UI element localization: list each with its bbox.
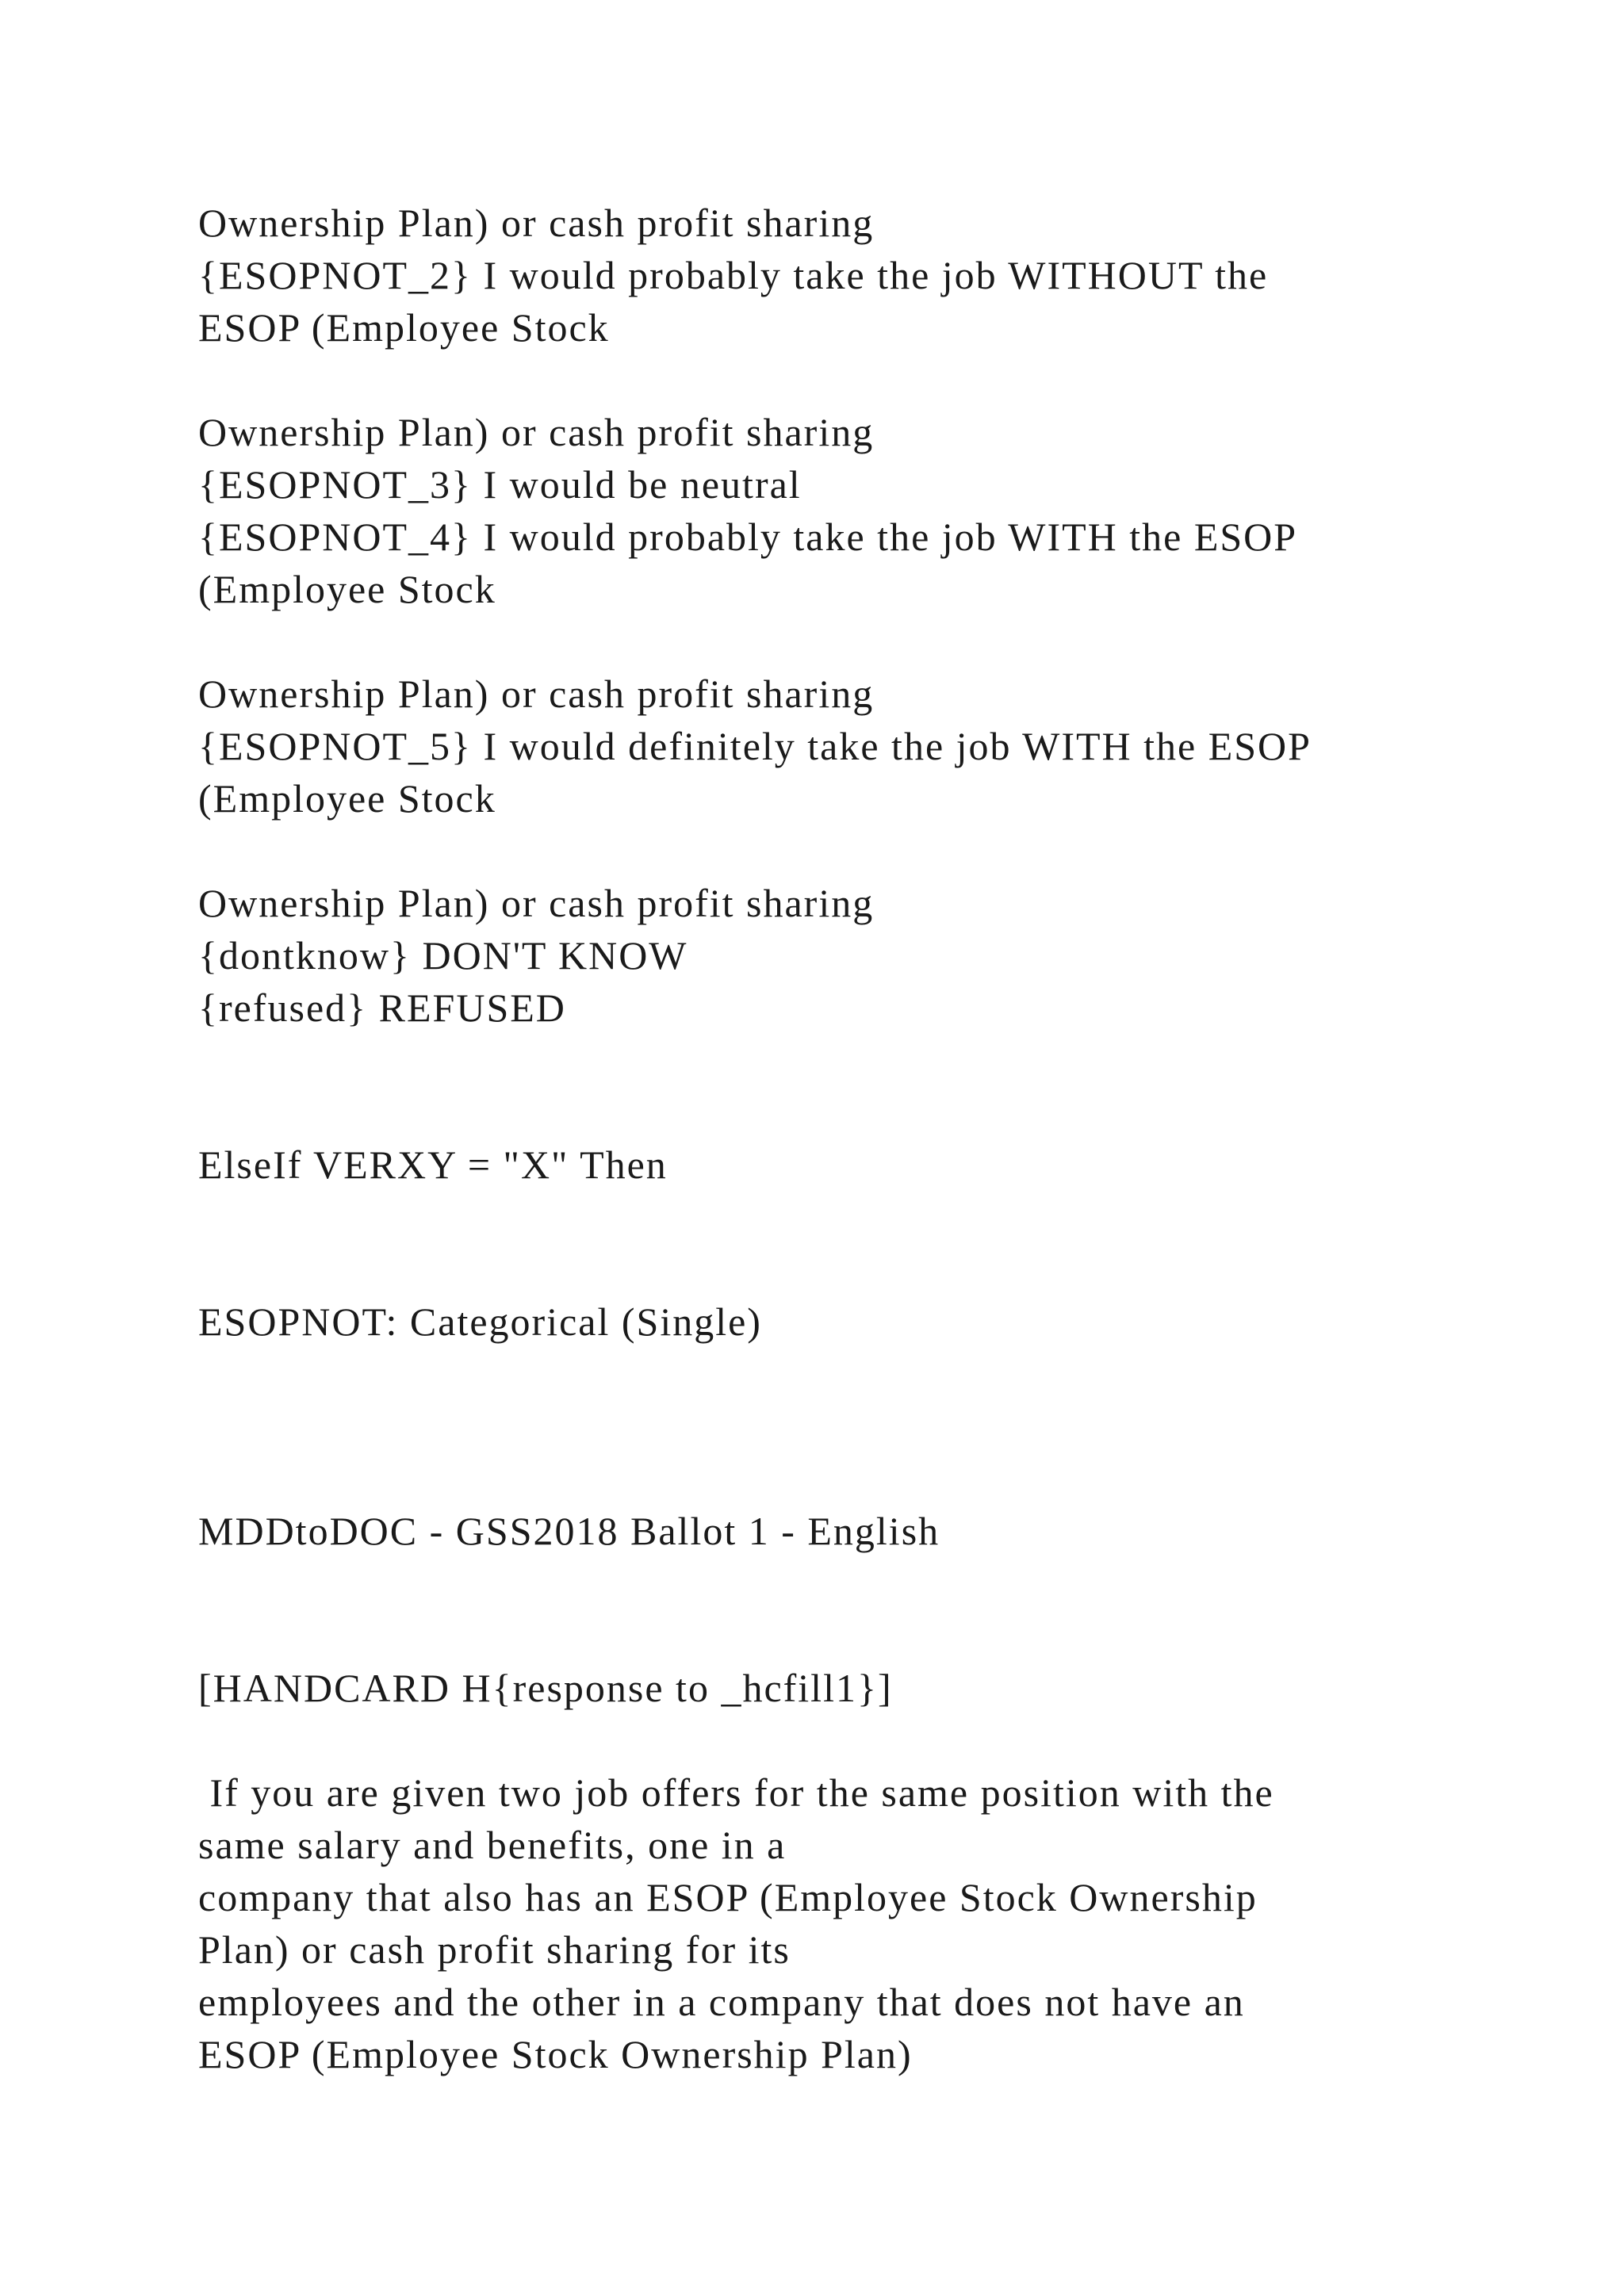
text-line: {refused} REFUSED — [198, 985, 566, 1030]
text-line: ESOP (Employee Stock — [198, 305, 610, 350]
text-line: [HANDCARD H{response to _hcfill1}] — [198, 1666, 893, 1710]
text-line: (Employee Stock — [198, 776, 496, 821]
text-line: {ESOPNOT_2} I would probably take the job WITHOUT the — [198, 253, 1269, 297]
text-line: company that also has an ESOP (Employee Stock Ownership — [198, 1875, 1258, 1919]
text-line: (Employee Stock — [198, 567, 496, 611]
text-line: {ESOPNOT_4} I would probably take the job WITH the ESOP — [198, 515, 1298, 559]
text-line: Ownership Plan) or cash profit sharing — [198, 881, 875, 925]
text-line: employees and the other in a company that does not have an — [198, 1980, 1245, 2024]
text-line: Ownership Plan) or cash profit sharing — [198, 201, 875, 245]
text-line: ESOPNOT: Categorical (Single) — [198, 1299, 762, 1344]
text-line: Plan) or cash profit sharing for its — [198, 1927, 791, 1972]
text-line: If you are given two job offers for the same position with the — [198, 1770, 1274, 1815]
text-line: {ESOPNOT_5} I would definitely take the job WITH the ESOP — [198, 724, 1312, 768]
text-line: ESOP (Employee Stock Ownership Plan) — [198, 2032, 913, 2076]
text-line: {dontknow} DON'T KNOW — [198, 933, 688, 978]
text-line: ElseIf VERXY = "X" Then — [198, 1142, 668, 1187]
text-line: Ownership Plan) or cash profit sharing — [198, 410, 875, 454]
text-line: Ownership Plan) or cash profit sharing — [198, 672, 875, 716]
text-line: same salary and benefits, one in a — [198, 1823, 787, 1867]
text-line: MDDtoDOC - GSS2018 Ballot 1 - English — [198, 1509, 940, 1553]
text-line: {ESOPNOT_3} I would be neutral — [198, 462, 802, 507]
